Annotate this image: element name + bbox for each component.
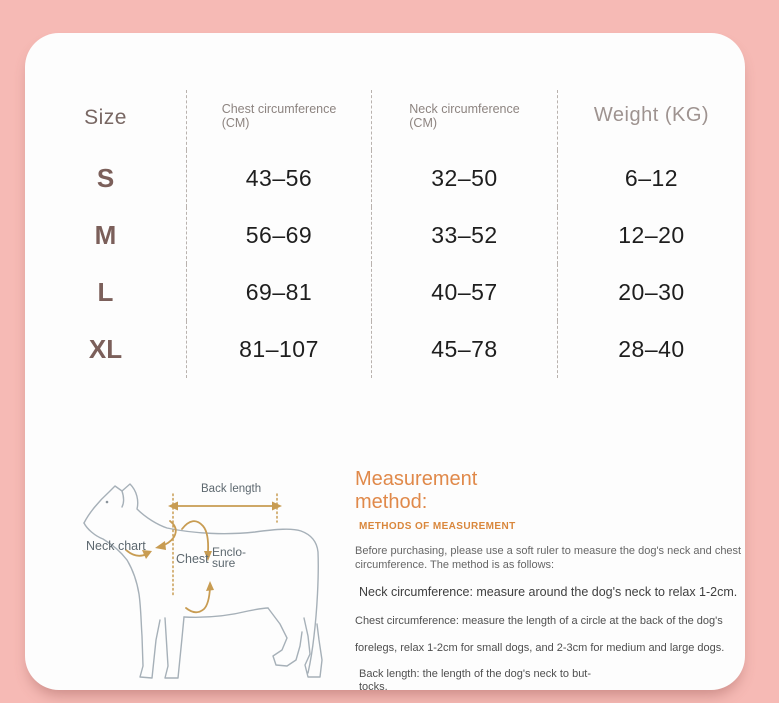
size-label-l: L	[25, 264, 187, 321]
chest-label: Chest	[176, 552, 209, 566]
measurement-method-section	[355, 468, 759, 694]
measurement-title-line2: method:	[355, 491, 428, 513]
back-length-note-line1: Back length: the length of the dog's neck to but-	[359, 668, 592, 680]
enclosure-label-line1: Enclo-	[212, 545, 247, 559]
column-header-chest	[187, 90, 372, 150]
back-length-label: Back length	[201, 483, 262, 495]
chest-value-s: 43–56	[187, 150, 372, 207]
column-header-weight: Weight (KG)	[593, 104, 710, 126]
measurement-subtitle: METHODS OF MEASUREMENT	[359, 521, 516, 532]
measurement-title-line1: Measurement	[355, 468, 478, 490]
size-label-s: S	[25, 150, 187, 207]
neck-value-xl: 45–78	[372, 321, 558, 378]
back-length-note-line2: tocks.	[359, 681, 388, 693]
column-header-neck	[372, 90, 558, 150]
chest-circumference-note-line2: forelegs, relax 1-2cm for small dogs, and 2-3cm for medium and large dogs.	[355, 642, 725, 654]
dog-measurement-diagram	[70, 466, 342, 703]
size-table	[25, 90, 745, 378]
chest-value-xl: 81–107	[187, 321, 372, 378]
size-label-xl: XL	[25, 321, 187, 378]
neck-value-m: 33–52	[372, 207, 558, 264]
size-label-m: M	[25, 207, 187, 264]
measurement-intro-line1: Before purchasing, please use a soft ruler to measure the dog's neck and chest	[355, 545, 742, 557]
weight-value-l: 20–30	[618, 279, 685, 305]
weight-value-m: 12–20	[618, 222, 685, 248]
measurement-intro-line2: circumference. The method is as follows:	[355, 559, 555, 571]
column-header-neck-line2: (CM)	[409, 116, 438, 130]
neck-label: Neck chart	[86, 539, 146, 553]
neck-circumference-note: Neck circumference: measure around the dog's neck to relax 1-2cm.	[359, 585, 738, 599]
chest-measure-arrow-bottom	[186, 588, 210, 612]
measurement-title	[355, 468, 759, 514]
chest-value-l: 69–81	[187, 264, 372, 321]
measurement-intro	[355, 544, 759, 572]
column-header-chest-line2: (CM)	[221, 116, 250, 130]
dog-outline-illustration	[70, 466, 342, 703]
neck-value-l: 40–57	[372, 264, 558, 321]
chest-circumference-note-line1: Chest circumference: measure the length of a circle at the back of the dog's	[355, 615, 723, 627]
column-header-neck-line1: Neck circumference	[409, 102, 520, 116]
column-header-chest-line1: Chest circumference	[221, 102, 337, 116]
column-header-size: Size	[25, 90, 187, 150]
size-chart-card	[25, 33, 745, 693]
chest-measure-arrow-top	[182, 521, 208, 552]
enclosure-label	[212, 547, 246, 569]
back-length-note	[355, 668, 759, 694]
dog-outline	[84, 484, 322, 678]
weight-value-s: 6–12	[624, 165, 679, 191]
neck-value-s: 32–50	[372, 150, 558, 207]
enclosure-label-line2: sure	[212, 556, 236, 570]
chest-value-m: 56–69	[187, 207, 372, 264]
weight-value-xl: 28–40	[618, 336, 685, 362]
